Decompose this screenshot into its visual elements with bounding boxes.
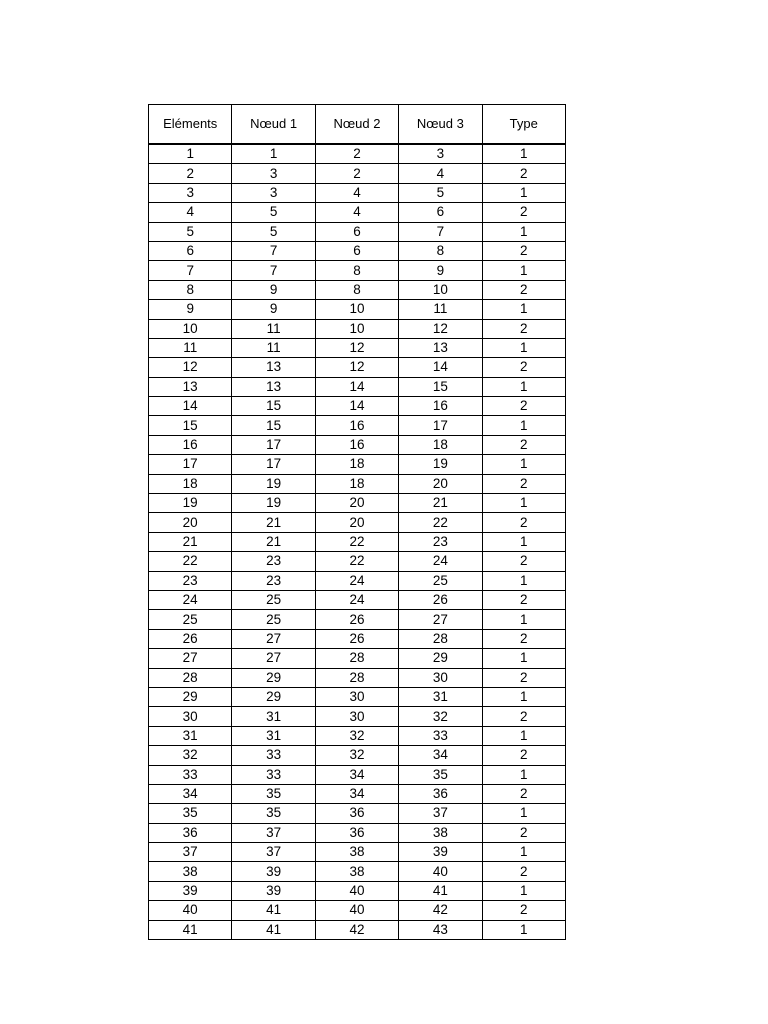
cell-element: 22: [149, 552, 232, 571]
cell-noeud-3: 4: [399, 164, 482, 183]
table-row: [149, 629, 566, 648]
cell-type: 2: [482, 474, 565, 493]
cell-noeud-1: 15: [232, 416, 315, 435]
cell-noeud-2: 42: [315, 920, 398, 939]
cell-noeud-2: 2: [315, 164, 398, 183]
cell-noeud-2: 14: [315, 397, 398, 416]
header-noeud-1: Nœud 1: [232, 105, 315, 145]
cell-noeud-1: 29: [232, 668, 315, 687]
cell-element: 6: [149, 241, 232, 260]
cell-noeud-1: 31: [232, 707, 315, 726]
cell-noeud-3: 20: [399, 474, 482, 493]
cell-type: 1: [482, 765, 565, 784]
cell-noeud-3: 34: [399, 746, 482, 765]
cell-element: 27: [149, 649, 232, 668]
cell-element: 19: [149, 494, 232, 513]
cell-noeud-1: 35: [232, 784, 315, 803]
table-row: [149, 416, 566, 435]
cell-element: 30: [149, 707, 232, 726]
cell-noeud-3: 3: [399, 144, 482, 164]
table-row: [149, 261, 566, 280]
cell-noeud-3: 40: [399, 862, 482, 881]
cell-noeud-2: 38: [315, 843, 398, 862]
cell-element: 14: [149, 397, 232, 416]
cell-type: 2: [482, 668, 565, 687]
cell-noeud-3: 24: [399, 552, 482, 571]
cell-element: 8: [149, 280, 232, 299]
cell-element: 25: [149, 610, 232, 629]
table-row: [149, 144, 566, 164]
table-body: [149, 144, 566, 940]
cell-element: 41: [149, 920, 232, 939]
cell-noeud-2: 26: [315, 610, 398, 629]
cell-noeud-3: 35: [399, 765, 482, 784]
cell-type: 1: [482, 920, 565, 939]
cell-type: 2: [482, 203, 565, 222]
cell-type: 1: [482, 649, 565, 668]
cell-noeud-1: 3: [232, 164, 315, 183]
table-row: [149, 435, 566, 454]
table-row: [149, 397, 566, 416]
cell-element: 3: [149, 183, 232, 202]
cell-noeud-2: 22: [315, 552, 398, 571]
cell-noeud-2: 6: [315, 241, 398, 260]
cell-noeud-3: 16: [399, 397, 482, 416]
cell-noeud-1: 3: [232, 183, 315, 202]
table-row: [149, 610, 566, 629]
cell-type: 2: [482, 784, 565, 803]
cell-noeud-3: 17: [399, 416, 482, 435]
cell-type: 1: [482, 804, 565, 823]
cell-type: 2: [482, 513, 565, 532]
cell-element: 7: [149, 261, 232, 280]
table-row: [149, 203, 566, 222]
table-row: [149, 338, 566, 357]
cell-noeud-1: 41: [232, 901, 315, 920]
cell-type: 1: [482, 338, 565, 357]
cell-noeud-1: 17: [232, 455, 315, 474]
cell-noeud-1: 9: [232, 300, 315, 319]
table-row: [149, 571, 566, 590]
cell-noeud-2: 2: [315, 144, 398, 164]
cell-noeud-2: 12: [315, 338, 398, 357]
cell-element: 34: [149, 784, 232, 803]
cell-noeud-1: 19: [232, 494, 315, 513]
table-row: [149, 746, 566, 765]
cell-noeud-2: 22: [315, 532, 398, 551]
cell-noeud-3: 15: [399, 377, 482, 396]
cell-noeud-3: 32: [399, 707, 482, 726]
table-row: [149, 222, 566, 241]
cell-type: 2: [482, 629, 565, 648]
cell-type: 2: [482, 590, 565, 609]
cell-element: 10: [149, 319, 232, 338]
cell-type: 2: [482, 746, 565, 765]
cell-type: 1: [482, 261, 565, 280]
table-row: [149, 377, 566, 396]
cell-noeud-2: 34: [315, 784, 398, 803]
cell-noeud-1: 11: [232, 319, 315, 338]
table-row: [149, 300, 566, 319]
header-elements: Eléments: [149, 105, 232, 145]
cell-noeud-3: 7: [399, 222, 482, 241]
cell-noeud-3: 23: [399, 532, 482, 551]
table-row: [149, 513, 566, 532]
table-row: [149, 319, 566, 338]
cell-type: 2: [482, 241, 565, 260]
cell-type: 1: [482, 416, 565, 435]
cell-noeud-1: 37: [232, 823, 315, 842]
cell-type: 1: [482, 881, 565, 900]
cell-noeud-2: 32: [315, 746, 398, 765]
table-row: [149, 649, 566, 668]
table-row: [149, 241, 566, 260]
table-row: [149, 552, 566, 571]
table-row: [149, 590, 566, 609]
cell-type: 2: [482, 552, 565, 571]
cell-noeud-3: 42: [399, 901, 482, 920]
cell-type: 1: [482, 222, 565, 241]
header-row: [149, 105, 566, 145]
cell-noeud-3: 5: [399, 183, 482, 202]
table-row: [149, 804, 566, 823]
table-row: [149, 164, 566, 183]
table-header: [149, 105, 566, 145]
elements-table: [148, 104, 566, 940]
cell-element: 35: [149, 804, 232, 823]
cell-noeud-3: 10: [399, 280, 482, 299]
header-noeud-3: Nœud 3: [399, 105, 482, 145]
cell-type: 1: [482, 843, 565, 862]
table-row: [149, 707, 566, 726]
table-row: [149, 668, 566, 687]
table-row: [149, 183, 566, 202]
cell-element: 38: [149, 862, 232, 881]
cell-noeud-3: 27: [399, 610, 482, 629]
cell-noeud-3: 33: [399, 726, 482, 745]
table-row: [149, 881, 566, 900]
cell-element: 24: [149, 590, 232, 609]
cell-noeud-3: 30: [399, 668, 482, 687]
cell-noeud-1: 35: [232, 804, 315, 823]
cell-noeud-3: 9: [399, 261, 482, 280]
cell-noeud-3: 25: [399, 571, 482, 590]
cell-type: 1: [482, 300, 565, 319]
cell-element: 23: [149, 571, 232, 590]
table-row: [149, 765, 566, 784]
cell-noeud-2: 16: [315, 416, 398, 435]
cell-element: 33: [149, 765, 232, 784]
table-row: [149, 494, 566, 513]
cell-noeud-2: 4: [315, 183, 398, 202]
cell-noeud-2: 20: [315, 494, 398, 513]
cell-element: 40: [149, 901, 232, 920]
cell-noeud-1: 27: [232, 629, 315, 648]
cell-type: 2: [482, 823, 565, 842]
cell-type: 1: [482, 726, 565, 745]
cell-noeud-3: 29: [399, 649, 482, 668]
cell-noeud-2: 16: [315, 435, 398, 454]
table-row: [149, 474, 566, 493]
cell-element: 11: [149, 338, 232, 357]
cell-element: 36: [149, 823, 232, 842]
cell-noeud-3: 28: [399, 629, 482, 648]
cell-noeud-2: 36: [315, 804, 398, 823]
cell-type: 1: [482, 455, 565, 474]
cell-noeud-2: 14: [315, 377, 398, 396]
header-noeud-2: Nœud 2: [315, 105, 398, 145]
cell-element: 20: [149, 513, 232, 532]
cell-noeud-1: 17: [232, 435, 315, 454]
cell-noeud-1: 19: [232, 474, 315, 493]
cell-element: 26: [149, 629, 232, 648]
table-row: [149, 726, 566, 745]
cell-noeud-1: 9: [232, 280, 315, 299]
cell-noeud-1: 13: [232, 377, 315, 396]
cell-type: 1: [482, 494, 565, 513]
cell-noeud-1: 39: [232, 881, 315, 900]
cell-noeud-3: 21: [399, 494, 482, 513]
cell-noeud-1: 5: [232, 203, 315, 222]
cell-element: 13: [149, 377, 232, 396]
cell-type: 2: [482, 707, 565, 726]
cell-noeud-2: 18: [315, 455, 398, 474]
cell-noeud-2: 12: [315, 358, 398, 377]
cell-noeud-2: 24: [315, 571, 398, 590]
cell-type: 1: [482, 532, 565, 551]
cell-noeud-3: 26: [399, 590, 482, 609]
table-row: [149, 358, 566, 377]
cell-noeud-1: 31: [232, 726, 315, 745]
table-row: [149, 784, 566, 803]
cell-noeud-1: 41: [232, 920, 315, 939]
cell-noeud-1: 13: [232, 358, 315, 377]
cell-type: 2: [482, 397, 565, 416]
cell-element: 16: [149, 435, 232, 454]
cell-element: 32: [149, 746, 232, 765]
cell-noeud-1: 25: [232, 610, 315, 629]
cell-noeud-3: 31: [399, 687, 482, 706]
cell-element: 18: [149, 474, 232, 493]
cell-noeud-2: 6: [315, 222, 398, 241]
cell-type: 1: [482, 183, 565, 202]
cell-type: 2: [482, 319, 565, 338]
cell-noeud-2: 10: [315, 319, 398, 338]
cell-type: 1: [482, 687, 565, 706]
cell-noeud-2: 36: [315, 823, 398, 842]
cell-noeud-3: 8: [399, 241, 482, 260]
cell-element: 1: [149, 144, 232, 164]
table-row: [149, 823, 566, 842]
cell-noeud-1: 7: [232, 241, 315, 260]
cell-noeud-1: 33: [232, 765, 315, 784]
cell-noeud-3: 13: [399, 338, 482, 357]
cell-noeud-2: 40: [315, 881, 398, 900]
cell-noeud-1: 11: [232, 338, 315, 357]
cell-noeud-3: 37: [399, 804, 482, 823]
cell-noeud-3: 38: [399, 823, 482, 842]
cell-noeud-2: 28: [315, 649, 398, 668]
cell-noeud-3: 41: [399, 881, 482, 900]
cell-noeud-2: 8: [315, 280, 398, 299]
cell-noeud-2: 28: [315, 668, 398, 687]
cell-noeud-1: 29: [232, 687, 315, 706]
cell-noeud-3: 39: [399, 843, 482, 862]
cell-type: 2: [482, 901, 565, 920]
table-row: [149, 455, 566, 474]
cell-noeud-2: 32: [315, 726, 398, 745]
cell-element: 5: [149, 222, 232, 241]
cell-noeud-1: 7: [232, 261, 315, 280]
cell-noeud-1: 1: [232, 144, 315, 164]
cell-noeud-1: 39: [232, 862, 315, 881]
table-row: [149, 687, 566, 706]
cell-element: 28: [149, 668, 232, 687]
cell-type: 2: [482, 435, 565, 454]
cell-element: 15: [149, 416, 232, 435]
cell-noeud-2: 4: [315, 203, 398, 222]
table-row: [149, 843, 566, 862]
cell-noeud-2: 10: [315, 300, 398, 319]
cell-element: 31: [149, 726, 232, 745]
cell-noeud-2: 34: [315, 765, 398, 784]
cell-noeud-1: 25: [232, 590, 315, 609]
cell-type: 1: [482, 571, 565, 590]
cell-noeud-3: 14: [399, 358, 482, 377]
cell-noeud-1: 21: [232, 513, 315, 532]
table-row: [149, 532, 566, 551]
cell-element: 39: [149, 881, 232, 900]
cell-element: 21: [149, 532, 232, 551]
cell-element: 29: [149, 687, 232, 706]
cell-type: 1: [482, 610, 565, 629]
cell-element: 12: [149, 358, 232, 377]
cell-type: 2: [482, 862, 565, 881]
cell-noeud-2: 20: [315, 513, 398, 532]
cell-type: 2: [482, 280, 565, 299]
cell-noeud-1: 23: [232, 571, 315, 590]
cell-noeud-2: 26: [315, 629, 398, 648]
cell-noeud-2: 30: [315, 687, 398, 706]
cell-noeud-1: 5: [232, 222, 315, 241]
table-row: [149, 920, 566, 939]
cell-noeud-3: 6: [399, 203, 482, 222]
cell-noeud-3: 18: [399, 435, 482, 454]
cell-noeud-2: 38: [315, 862, 398, 881]
cell-noeud-1: 21: [232, 532, 315, 551]
cell-element: 4: [149, 203, 232, 222]
table-row: [149, 862, 566, 881]
cell-noeud-2: 24: [315, 590, 398, 609]
table-row: [149, 901, 566, 920]
cell-noeud-3: 36: [399, 784, 482, 803]
header-type: Type: [482, 105, 565, 145]
cell-noeud-3: 43: [399, 920, 482, 939]
cell-noeud-2: 18: [315, 474, 398, 493]
cell-element: 2: [149, 164, 232, 183]
cell-element: 17: [149, 455, 232, 474]
cell-noeud-1: 15: [232, 397, 315, 416]
cell-element: 9: [149, 300, 232, 319]
cell-type: 1: [482, 377, 565, 396]
cell-type: 1: [482, 144, 565, 164]
cell-noeud-2: 30: [315, 707, 398, 726]
cell-noeud-1: 23: [232, 552, 315, 571]
cell-type: 2: [482, 164, 565, 183]
cell-noeud-1: 37: [232, 843, 315, 862]
cell-noeud-3: 12: [399, 319, 482, 338]
cell-type: 2: [482, 358, 565, 377]
cell-noeud-2: 40: [315, 901, 398, 920]
table-row: [149, 280, 566, 299]
cell-noeud-2: 8: [315, 261, 398, 280]
cell-noeud-1: 33: [232, 746, 315, 765]
cell-noeud-1: 27: [232, 649, 315, 668]
cell-noeud-3: 11: [399, 300, 482, 319]
cell-noeud-3: 19: [399, 455, 482, 474]
cell-noeud-3: 22: [399, 513, 482, 532]
cell-element: 37: [149, 843, 232, 862]
